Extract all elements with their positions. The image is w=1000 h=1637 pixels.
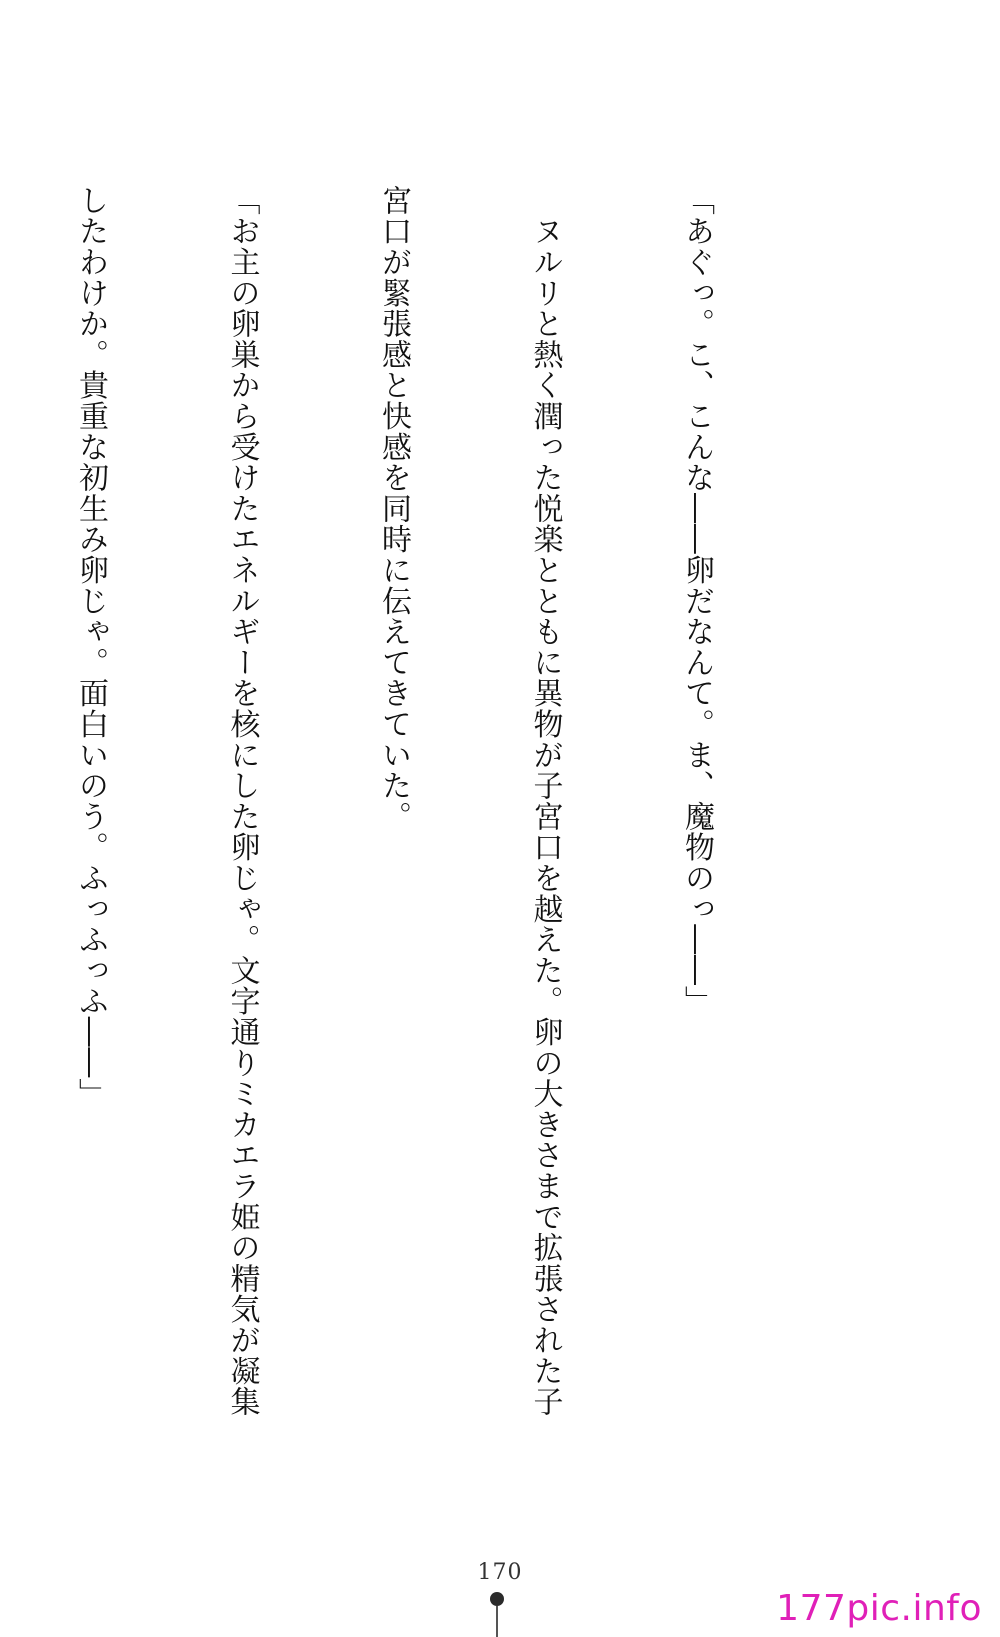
footer-rule: [496, 1606, 498, 1637]
text-line-4: 「お主の卵巣から受けたエネルギーを核にした卵じゃ。文字通りミカエラ姫の精気が凝集: [224, 185, 260, 1417]
text-line-5: したわけか。貴重な初生み卵じゃ。面白いのう。ふっふっふ――」: [73, 185, 108, 1109]
text-line-2: ヌルリと熱く潤った悦楽とともに異物が子宮口を越えた。卵の大きさまで拡張された子: [527, 185, 563, 1417]
text-line-3: 宮口が緊張感と快感を同時に伝えてきていた。: [376, 185, 411, 832]
vertical-text-body: [0, 185, 822, 1417]
watermark: 177pic.info: [776, 1588, 982, 1629]
page-number: 170: [477, 1560, 523, 1585]
text-line-1: 「あぐっ。こ、こんな――卵だなんて。ま、魔物のっ――」: [679, 185, 714, 1017]
footer-dot-icon: [490, 1592, 504, 1606]
